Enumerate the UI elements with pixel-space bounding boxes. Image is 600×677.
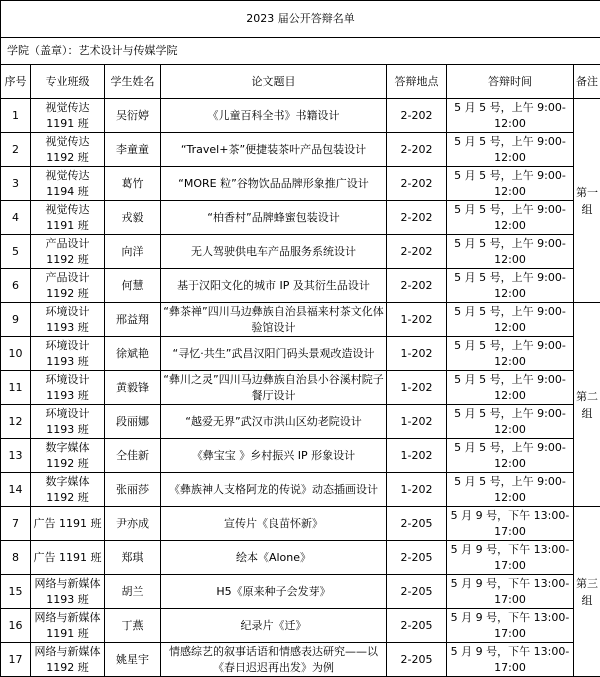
cell-location: 1-202 (387, 439, 447, 473)
cell-class: 环境设计 1193 班 (31, 303, 105, 337)
cell-time: 5 月 5 号，上午 9:00-12:00 (447, 133, 574, 167)
cell-no: 16 (1, 609, 31, 643)
group-label: 第一组 (574, 99, 600, 303)
cell-student: 胡兰 (105, 575, 161, 609)
table-row (1, 133, 600, 167)
cell-location: 2-205 (387, 643, 447, 677)
cell-student: 邢益翔 (105, 303, 161, 337)
cell-class: 视觉传达 1192 班 (31, 133, 105, 167)
cell-time: 5 月 9 号，下午 13:00-17:00 (447, 507, 574, 541)
cell-time: 5 月 5 号，上午 9:00-12:00 (447, 337, 574, 371)
cell-no: 8 (1, 541, 31, 575)
cell-location: 2-202 (387, 167, 447, 201)
cell-no: 17 (1, 643, 31, 677)
cell-no: 10 (1, 337, 31, 371)
cell-no: 12 (1, 405, 31, 439)
cell-no: 6 (1, 269, 31, 303)
cell-student: 段丽娜 (105, 405, 161, 439)
cell-thesis: 无人驾驶供电车产品服务系统设计 (161, 235, 387, 269)
cell-time: 5 月 5 号，上午 9:00-12:00 (447, 167, 574, 201)
cell-class: 广告 1191 班 (31, 541, 105, 575)
cell-class: 环境设计 1193 班 (31, 371, 105, 405)
table-row (1, 201, 600, 235)
table-row (1, 507, 600, 541)
cell-time: 5 月 5 号，上午 9:00-12:00 (447, 405, 574, 439)
cell-thesis: “越爱无界”武汉市洪山区幼老院设计 (161, 405, 387, 439)
cell-no: 13 (1, 439, 31, 473)
cell-no: 5 (1, 235, 31, 269)
cell-no: 4 (1, 201, 31, 235)
header-location: 答辩地点 (387, 65, 447, 99)
cell-no: 1 (1, 99, 31, 133)
cell-student: 仝佳新 (105, 439, 161, 473)
cell-location: 2-202 (387, 133, 447, 167)
cell-class: 广告 1191 班 (31, 507, 105, 541)
cell-location: 1-202 (387, 405, 447, 439)
table-row (1, 575, 600, 609)
cell-location: 1-202 (387, 303, 447, 337)
cell-student: 徐斌艳 (105, 337, 161, 371)
cell-no: 15 (1, 575, 31, 609)
cell-class: 网络与新媒体 1192 班 (31, 643, 105, 677)
cell-thesis: 情感综艺的叙事话语和情感表达研究——以《春日迟迟再出发》为例 (161, 643, 387, 677)
cell-time: 5 月 5 号，上午 9:00-12:00 (447, 439, 574, 473)
cell-time: 5 月 5 号，上午 9:00-12:00 (447, 303, 574, 337)
cell-student: 吴衍婷 (105, 99, 161, 133)
cell-no: 7 (1, 507, 31, 541)
cell-thesis: H5《原来种子会发芽》 (161, 575, 387, 609)
table-row (1, 371, 600, 405)
cell-class: 产品设计 1192 班 (31, 269, 105, 303)
cell-student: 丁燕 (105, 609, 161, 643)
cell-student: 李童童 (105, 133, 161, 167)
cell-location: 2-202 (387, 269, 447, 303)
cell-time: 5 月 5 号，上午 9:00-12:00 (447, 269, 574, 303)
college-line: 学院（盖章）：艺术设计与传媒学院 (1, 38, 600, 65)
cell-location: 1-202 (387, 371, 447, 405)
table-row (1, 473, 600, 507)
cell-location: 2-205 (387, 575, 447, 609)
cell-class: 网络与新媒体 1193 班 (31, 575, 105, 609)
cell-class: 环境设计 1193 班 (31, 405, 105, 439)
cell-no: 3 (1, 167, 31, 201)
cell-class: 视觉传达 1194 班 (31, 167, 105, 201)
cell-no: 9 (1, 303, 31, 337)
cell-location: 2-202 (387, 235, 447, 269)
cell-class: 视觉传达 1191 班 (31, 201, 105, 235)
table-row (1, 235, 600, 269)
table-row (1, 541, 600, 575)
table-row (1, 167, 600, 201)
cell-thesis: 《儿童百科全书》书籍设计 (161, 99, 387, 133)
cell-location: 2-202 (387, 99, 447, 133)
group-label: 第三组 (574, 507, 600, 677)
header-no: 序号 (1, 65, 31, 99)
cell-time: 5 月 9 号，下午 13:00-17:00 (447, 643, 574, 677)
cell-location: 2-205 (387, 541, 447, 575)
cell-time: 5 月 5 号，上午 9:00-12:00 (447, 235, 574, 269)
cell-student: 戎毅 (105, 201, 161, 235)
table-row (1, 609, 600, 643)
cell-student: 郑琪 (105, 541, 161, 575)
cell-time: 5 月 5 号，上午 9:00-12:00 (447, 473, 574, 507)
table-row (1, 269, 600, 303)
cell-location: 2-205 (387, 609, 447, 643)
cell-no: 14 (1, 473, 31, 507)
header-thesis: 论文题目 (161, 65, 387, 99)
cell-thesis: “MORE 粒”谷物饮品品牌形象推广设计 (161, 167, 387, 201)
cell-thesis: 《彝宝宝 》乡村振兴 IP 形象设计 (161, 439, 387, 473)
header-remark: 备注 (574, 65, 600, 99)
cell-thesis: “彝川之灵”四川马边彝族自治县小谷溪村院子餐厅设计 (161, 371, 387, 405)
header-class: 专业班级 (31, 65, 105, 99)
table-row (1, 439, 600, 473)
cell-class: 产品设计 1192 班 (31, 235, 105, 269)
cell-thesis: “彝茶禅”四川马边彝族自治县福来村茶文化体验馆设计 (161, 303, 387, 337)
header-student: 学生姓名 (105, 65, 161, 99)
cell-thesis: 纪录片《迁》 (161, 609, 387, 643)
cell-student: 向洋 (105, 235, 161, 269)
cell-location: 1-202 (387, 473, 447, 507)
cell-class: 网络与新媒体 1191 班 (31, 609, 105, 643)
cell-thesis: 宣传片《良苗怀新》 (161, 507, 387, 541)
cell-no: 11 (1, 371, 31, 405)
document-title: 2023 届公开答辩名单 (1, 1, 600, 38)
cell-student: 葛竹 (105, 167, 161, 201)
cell-time: 5 月 9 号，下午 13:00-17:00 (447, 575, 574, 609)
cell-class: 视觉传达 1191 班 (31, 99, 105, 133)
cell-student: 尹亦成 (105, 507, 161, 541)
cell-thesis: 绘本《Alone》 (161, 541, 387, 575)
cell-student: 张丽莎 (105, 473, 161, 507)
header-row (1, 65, 600, 99)
cell-time: 5 月 5 号，上午 9:00-12:00 (447, 371, 574, 405)
cell-student: 何慧 (105, 269, 161, 303)
cell-no: 2 (1, 133, 31, 167)
cell-thesis: “Travel+茶”便捷装茶叶产品包装设计 (161, 133, 387, 167)
table-row (1, 337, 600, 371)
cell-student: 姚星宇 (105, 643, 161, 677)
cell-class: 数字媒体 1192 班 (31, 473, 105, 507)
cell-location: 1-202 (387, 337, 447, 371)
table-row (1, 99, 600, 133)
cell-time: 5 月 5 号，上午 9:00-12:00 (447, 201, 574, 235)
cell-thesis: “柏香村”品牌蜂蜜包装设计 (161, 201, 387, 235)
cell-thesis: 基于汉阳文化的城市 IP 及其衍生品设计 (161, 269, 387, 303)
cell-time: 5 月 5 号，上午 9:00-12:00 (447, 99, 574, 133)
cell-location: 2-205 (387, 507, 447, 541)
table-row (1, 405, 600, 439)
cell-time: 5 月 9 号，下午 13:00-17:00 (447, 609, 574, 643)
cell-thesis: 《彝族神人支格阿龙的传说》动态插画设计 (161, 473, 387, 507)
cell-class: 数字媒体 1192 班 (31, 439, 105, 473)
cell-class: 环境设计 1193 班 (31, 337, 105, 371)
cell-thesis: “寻忆·共生”武昌汉阳门码头景观改造设计 (161, 337, 387, 371)
cell-time: 5 月 9 号，下午 13:00-17:00 (447, 541, 574, 575)
table-row (1, 643, 600, 677)
header-time: 答辩时间 (447, 65, 574, 99)
group-label: 第二组 (574, 303, 600, 507)
cell-student: 黄毅锋 (105, 371, 161, 405)
table-row (1, 303, 600, 337)
cell-location: 2-202 (387, 201, 447, 235)
